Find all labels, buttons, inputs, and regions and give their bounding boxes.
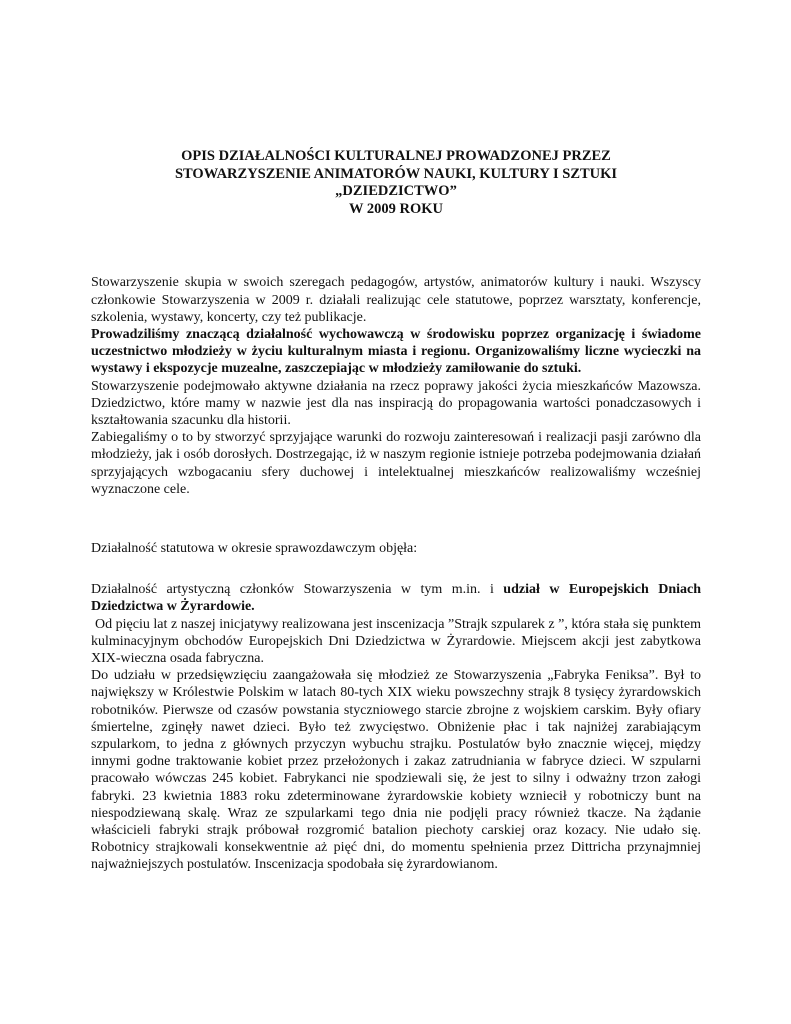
document-title [91, 148, 701, 218]
intro-paragraph-educational: Prowadziliśmy znaczącą działalność wychowawczą w środowisku poprzez organizację i świadome uczestnictwo młodzieży w życiu kulturalnym miasta i regionu. Organizowaliśmy liczne wycieczki na wystawy i ekspozycje muzealne, zaszczepiając w młodzieży zamiłowanie do sztuki. [91, 326, 701, 377]
section-spacer [91, 557, 701, 581]
artistic-activity-paragraph [91, 581, 701, 615]
document-page [91, 148, 701, 874]
intro-paragraph-mazowsze: Stowarzyszenie podejmowało aktywne działania na rzecz poprawy jakości życia mieszkańców Mazowsza. Dziedzictwo, które mamy w nazwie jest dla nas inspiracją do propagowania wartości ponadczasowych i kształtowania szacunku dla historii. [91, 378, 701, 428]
intro-paragraph-interests: Zabiegaliśmy o to by stworzyć sprzyjające warunki do rozwoju zainteresowań i realizacji pasji zarówno dla młodzieży, jak i osób dorosłych. Dostrzegając, iż w naszym regionie istnieje potrzeba podejmowania działań sprzyjających wzbogacaniu sfery duchowej i intelektualnej mieszkańców realizowaliśmy wcześniej wyznaczone cele. [91, 430, 701, 497]
inscenizacja-paragraph: Od pięciu lat z naszej inicjatywy realizowana jest inscenizacja ”Strajk szpularek z ”, która stała się punktem kulminacyjnym obchodów Europejskich Dni Dziedzictwa w Żyrardowie. Miejscem akcji jest zabytkowa XIX-wieczna osada fabryczna. [91, 616, 701, 667]
artistic-prefix: Działalność artystyczną członków Stowarzyszenia w tym m.in. i [91, 582, 504, 598]
title-line-1: OPIS DZIAŁALNOŚCI KULTURALNEJ PROWADZONEJ PRZEZ [181, 148, 611, 164]
title-line-3: „DZIEDZICTWO” [335, 183, 457, 200]
strike-history-paragraph: Do udziału w przedsięwzięciu zaangażowała się młodzież ze Stowarzyszenia „Fabryka Feniksa”. Był to największy w Królestwie Polskim w latach 80-tych XIX wieku powszechny strajk 8 tysięcy żyrardowskich robotników. Pierwsze od czasów powstania styczniowego starcie zbrojne z wojskiem carskim. Były ofiary śmiertelne, zginęły nawet dzieci. Było też zwycięstwo. Obniżenie płac i tak najniżej zarabiającym szpularkom, to jedna z głównych przyczyn wybuchu strajku. Postulatów było znacznie więcej, między innymi godne traktowanie kobiet przez przełożonych i zakaz zatrudniania w fabryce dzieci. W szpularni pracowało wówczas 245 kobiet. Fabrykanci nie spodziewali się, że jest to silny i odważny trzon załogi fabryki. 23 kwietnia 1883 roku zdeterminowane żyrardowskie kobiety wzniecił y robotniczy bunt na niespodziewaną skalę. Wraz ze szpularkami tego dnia nie podjęli pracy również tkacze. Na żądanie właścicieli fabryki strajk próbował rozgromić batalion piechoty carskiej oraz kozacy. Nie udało się. Robotnicy strajkowali konsekwentnie aż pięć dni, do momentu spełnienia przez Dittricha przynajmniej najważniejszych postulatów. Inscenizacja spodobała się żyrardowianom. [91, 668, 701, 873]
statutory-heading: Działalność statutowa w okresie sprawozdawczym objęła: [91, 541, 418, 557]
title-line-4: W 2009 ROKU [349, 200, 443, 217]
intro-paragraph-members: Stowarzyszenie skupia w swoich szeregach pedagogów, artystów, animatorów kultury i nauki. Wszyscy członkowie Stowarzyszenia w 2009 r. działali realizując cele statutowe, poprzez warsztaty, konferencje, szkolenia, wystawy, koncerty, czy też publikacje. [91, 275, 701, 325]
section-spacer [91, 498, 701, 540]
artistic-bold-heritage-days: udział w Europejskich Dniach Dziedzictwa w Żyrardowie. [91, 582, 701, 615]
title-line-2: STOWARZYSZENIE ANIMATORÓW NAUKI, KULTURY I SZTUKI [174, 165, 618, 182]
